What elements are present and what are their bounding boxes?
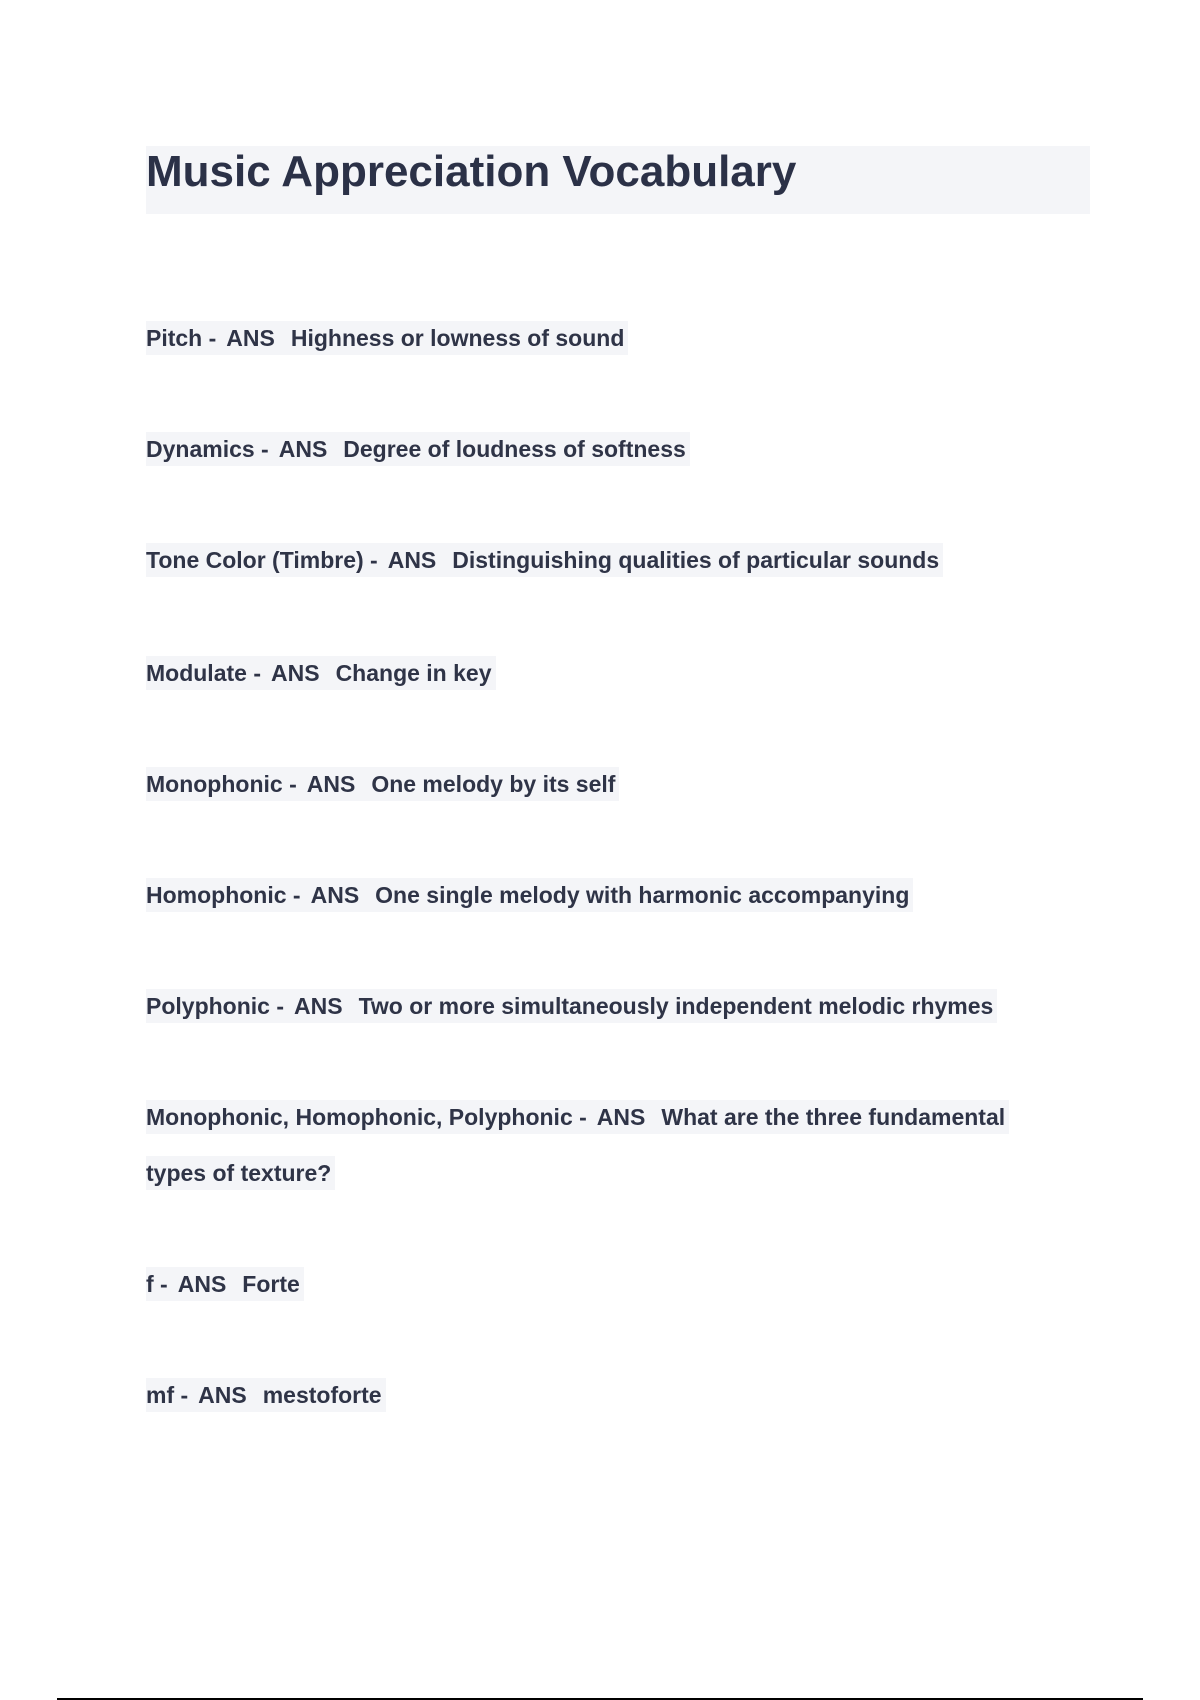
entry-term: Homophonic - [146,882,301,908]
entry-highlight [146,543,943,577]
entry-highlight [146,878,913,912]
entry-term: Tone Color (Timbre) - [146,547,378,573]
entry-definition: Degree of loudness of softness [343,436,686,462]
vocab-entry [146,756,1066,812]
entry-highlight [146,1378,386,1412]
entry-definition: Highness or lowness of sound [290,325,625,351]
entry-ans-label: ANS [198,1382,247,1408]
entry-ans-label: ANS [596,1104,646,1130]
entry-highlight [146,321,628,355]
entry-ans-label: ANS [271,660,320,686]
entry-definition: mestoforte [262,1382,382,1408]
entry-ans-label: ANS [226,325,275,351]
vocab-entry [146,1256,1066,1312]
entry-highlight [146,656,496,690]
vocab-entry [146,532,1066,588]
entry-ans-label: ANS [278,436,328,462]
vocab-entry [146,867,1066,923]
entry-term: mf - [146,1382,189,1408]
entry-definition: Two or more simultaneously independent melodic rhymes [358,993,994,1019]
vocab-entry [146,421,1066,477]
entry-definition: One melody by its self [371,771,616,797]
vocab-entry [146,1089,1066,1201]
page-title: Music Appreciation Vocabulary [146,147,797,196]
entry-highlight [146,767,619,801]
entry-ans-label: ANS [177,1271,227,1297]
entry-highlight [146,432,690,466]
entry-highlight [146,989,997,1023]
entry-term: f - [146,1271,168,1297]
entry-definition: One single melody with harmonic accompanying [375,882,910,908]
entry-ans-label: ANS [387,547,437,573]
entry-ans-label: ANS [294,993,343,1019]
entry-ans-label: ANS [310,882,360,908]
entry-term: Monophonic - [146,771,297,797]
entry-term: Polyphonic - [146,993,284,1019]
entry-term: Pitch - [146,325,217,351]
entry-term: Modulate - [146,660,261,686]
entry-highlight [146,1267,304,1301]
entry-highlight [146,1100,1009,1190]
entry-term: Monophonic, Homophonic, Polyphonic - [146,1104,587,1130]
entry-definition: Forte [242,1271,300,1297]
vocab-entry [146,645,1066,701]
vocab-entry [146,310,1066,366]
entry-definition: Change in key [335,660,492,686]
entry-definition: What are the three fundamental types of texture? [146,1104,1006,1186]
entry-term: Dynamics - [146,436,269,462]
vocab-entry [146,978,1066,1034]
entry-ans-label: ANS [306,771,356,797]
vocab-entry [146,1367,1066,1423]
entry-definition: Distinguishing qualities of particular sounds [452,547,940,573]
